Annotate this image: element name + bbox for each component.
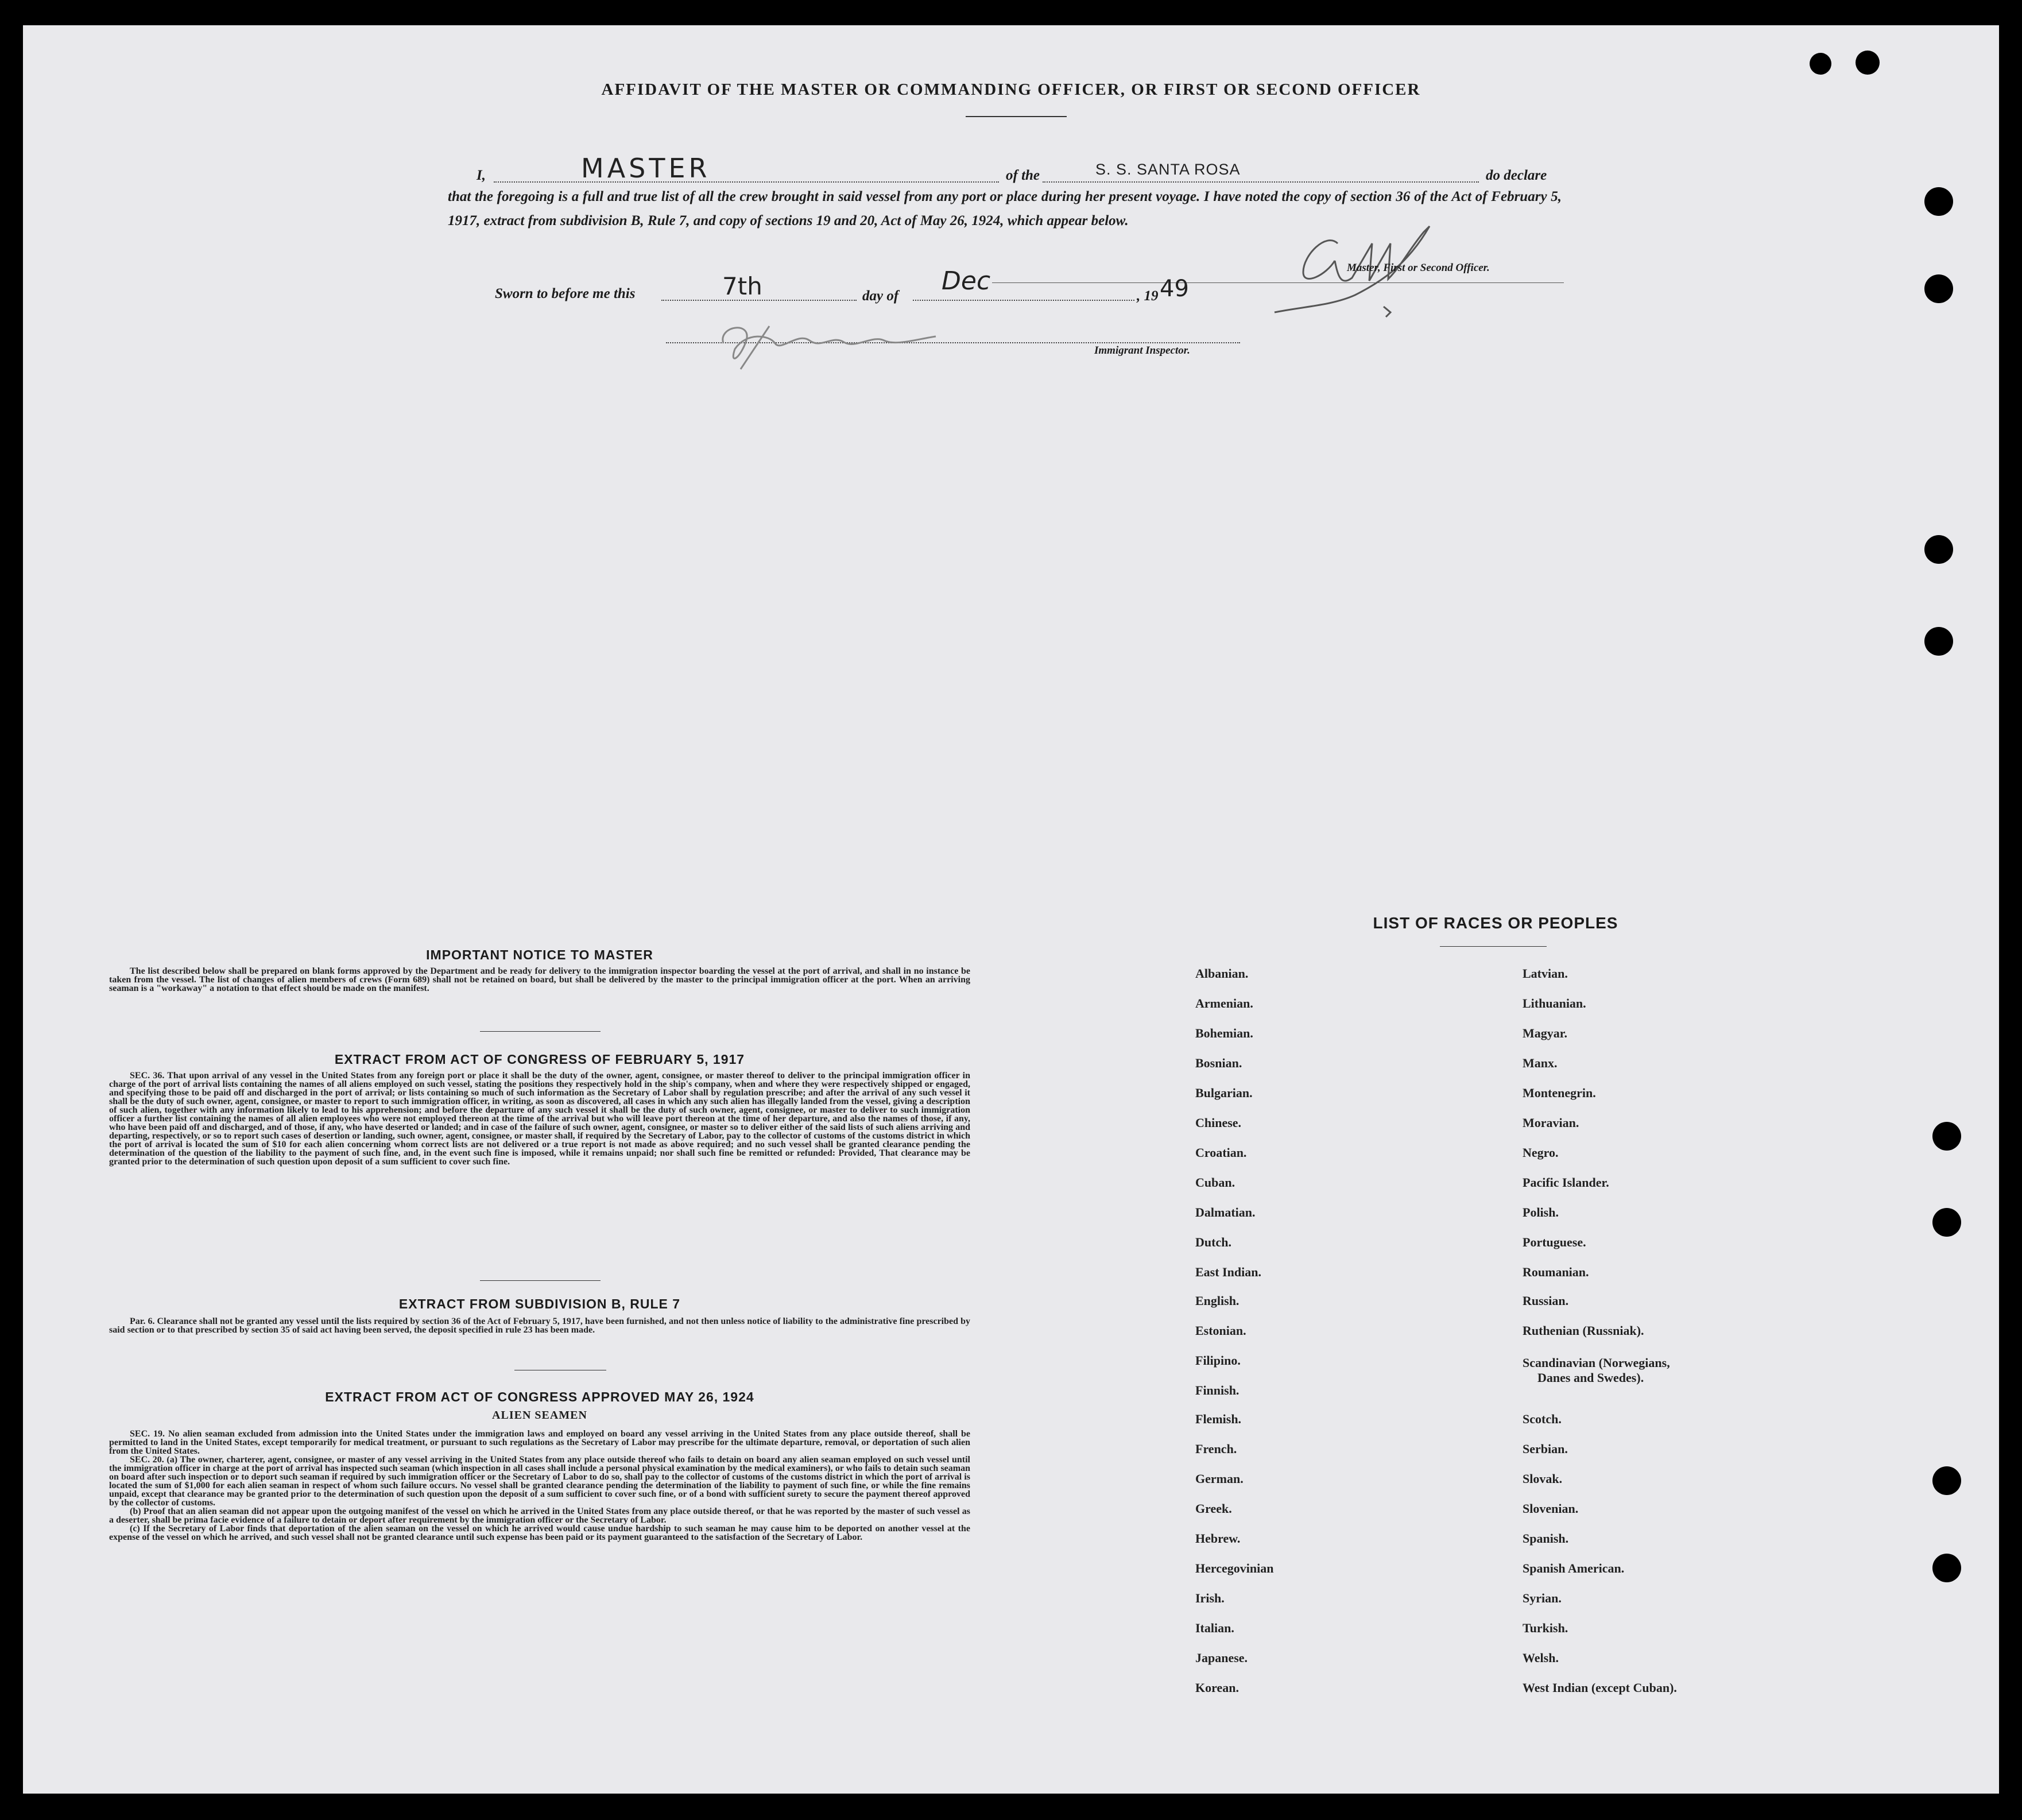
do-declare-label: do declare xyxy=(1486,168,1547,183)
race-left-item: Finnish. xyxy=(1195,1383,1239,1397)
races-title: LIST OF RACES OR PEOPLES xyxy=(1373,914,1618,932)
race-right-item: Pacific Islander. xyxy=(1523,1175,1609,1190)
race-right-item: Turkish. xyxy=(1523,1621,1568,1635)
race-left-item: Estonian. xyxy=(1195,1323,1246,1338)
punch-hole xyxy=(1932,1122,1961,1151)
divider-2 xyxy=(480,1280,601,1281)
year-value: 49 xyxy=(1160,276,1189,302)
affidavit-title: AFFIDAVIT OF THE MASTER OR COMMANDING OFFICER, OR FIRST OR SECOND OFFICER xyxy=(601,80,1421,99)
race-left-item: Dutch. xyxy=(1195,1235,1231,1249)
name-line xyxy=(494,181,999,183)
master-handwritten-value: MASTER xyxy=(581,153,711,184)
race-left-item: Filipino. xyxy=(1195,1353,1241,1368)
race-left-item: Hebrew. xyxy=(1195,1531,1241,1546)
race-left-item: Japanese. xyxy=(1195,1651,1248,1665)
race-left-item: Albanian. xyxy=(1195,966,1249,981)
race-right-item: Serbian. xyxy=(1523,1442,1568,1456)
race-right-item: Welsh. xyxy=(1523,1651,1559,1665)
race-right-item: Syrian. xyxy=(1523,1591,1562,1605)
race-left-item: Irish. xyxy=(1195,1591,1225,1605)
race-left-item: Hercegovinian xyxy=(1195,1561,1274,1575)
race-left-item: Chinese. xyxy=(1195,1116,1242,1130)
extract-1924-sec20a: SEC. 20. (a) The owner, charterer, agent, consignee, or master of any vessel arriving in the United States from any place outside thereof who fails to detain on board any alien seaman employed on such vessel until the immigration officer in charge at the port of arrival has inspected such seaman (which inspection in all cases shall include a personal physical examination by the medical examiners), or who fails to detain such seaman on board after such inspection or to deport such seaman if required by such immigration officer or the Secretary of Labor to do so, shall pay to the collector of customs of the customs district in which the port of arrival is located the sum of $1,000 for each alien seaman in respect of whom such failure occurs. No vessel shall be granted clearance pending the determination of the liability to payment of such fine, or while the fine remains unpaid, except that clearance may be granted prior to the determination of such question upon the deposit of a sum sufficient to cover such fine, or of a bond with sufficient surety to secure the payment thereof approved by the collector of customs. xyxy=(109,1455,970,1508)
race-right-item: Scotch. xyxy=(1523,1412,1562,1426)
punch-hole xyxy=(1932,1466,1961,1495)
sworn-day-value: 7th xyxy=(722,272,762,300)
extract-rule7-paragraph: Par. 6. Clearance shall not be granted any vessel until the lists required by section 36 of the Act of February 5, 1917, have been furnished, and not then unless notice of liability to the administrative fine prescribed by said section or to that prescribed by section 35 of said act having been served, the deposit specified in rule 23 has been made. xyxy=(109,1316,970,1335)
affidavit-statement: that the foregoing is a full and true list of all the crew brought in said vessel from any port or place during her present voyage. I have noted the copy of section 36 of the Act of February 5, 1917, extract from subdivision B, Rule 7, and copy of sections 19 and 20, Act of May 26, 1924, which appear below. xyxy=(448,189,1562,229)
race-left-item: Cuban. xyxy=(1195,1175,1235,1190)
race-right-item: Negro. xyxy=(1523,1145,1559,1160)
day-of-label: day of xyxy=(862,288,899,304)
punch-hole xyxy=(1924,187,1953,216)
extract-1924-body xyxy=(109,1430,970,1542)
race-right-item: Magyar. xyxy=(1523,1026,1568,1040)
vessel-line xyxy=(1043,181,1479,183)
extract-1924-sec20b: (b) Proof that an alien seaman did not appear upon the outgoing manifest of the vessel on which he arrived in the United States from any place outside thereof, or that he was reported by the master of such vessel as a deserter, shall be prima facie evidence of a failure to detain or deport after requirement by the immigration officer or the Secretary of Labor. xyxy=(109,1507,970,1525)
extract-rule7-title: EXTRACT FROM SUBDIVISION B, RULE 7 xyxy=(398,1296,681,1311)
sworn-month-line xyxy=(913,300,1134,301)
notice-title: IMPORTANT NOTICE TO MASTER xyxy=(426,947,653,962)
race-right-item: Scandinavian (Norwegians, xyxy=(1523,1356,1670,1370)
extract-1924-title: EXTRACT FROM ACT OF CONGRESS APPROVED MAY 26, 1924 xyxy=(325,1389,754,1404)
punch-hole xyxy=(1924,535,1953,564)
notice-paragraph: The list described below shall be prepared on blank forms approved by the Department and be ready for delivery to the immigration inspector boarding the vessel at the port of arrival, and shall in no instance be taken from the vessel. The list of changes of alien members of crews (Form 689) shall not be retained on board, but shall be delivered by the master to the principal immigration officer at the port. When an arriving seaman is a "workaway" a notation to that effect should be made on the manifest. xyxy=(109,966,970,993)
extract-rule7-body xyxy=(109,1317,970,1334)
race-right-item: Portuguese. xyxy=(1523,1235,1586,1249)
race-left-item: Italian. xyxy=(1195,1621,1234,1635)
race-right-item: Manx. xyxy=(1523,1056,1558,1070)
punch-hole xyxy=(1932,1554,1961,1582)
race-right-item: Moravian. xyxy=(1523,1116,1579,1130)
inspector-caption: Immigrant Inspector. xyxy=(1094,344,1190,357)
race-right-item: Montenegrin. xyxy=(1523,1086,1596,1100)
extract-1917-body xyxy=(109,1071,970,1166)
inspector-signature xyxy=(706,309,982,372)
race-right-item: Spanish. xyxy=(1523,1531,1569,1546)
punch-hole xyxy=(1856,51,1880,75)
vessel-name: S. S. SANTA ROSA xyxy=(1095,161,1241,178)
race-left-item: Bohemian. xyxy=(1195,1026,1253,1040)
race-left-item: Flemish. xyxy=(1195,1412,1242,1426)
race-right-item: Ruthenian (Russniak). xyxy=(1523,1323,1644,1338)
race-left-item: Bosnian. xyxy=(1195,1056,1242,1070)
of-the-label: of the xyxy=(1006,168,1040,183)
sworn-month-value: Dec xyxy=(942,266,991,296)
race-right-item: West Indian (except Cuban). xyxy=(1523,1680,1677,1695)
divider-1 xyxy=(480,1031,601,1032)
race-right-item: Spanish American. xyxy=(1523,1561,1625,1575)
race-left-item: French. xyxy=(1195,1442,1237,1456)
race-right-item: Danes and Swedes). xyxy=(1537,1370,1644,1385)
race-right-item: Russian. xyxy=(1523,1294,1569,1308)
year-prefix: , 19 xyxy=(1137,288,1159,304)
sworn-label: Sworn to before me this xyxy=(495,286,636,301)
notice-body xyxy=(109,967,970,993)
punch-hole xyxy=(1810,53,1831,75)
race-right-item: Slovak. xyxy=(1523,1472,1563,1486)
race-left-item: Greek. xyxy=(1195,1501,1232,1516)
race-right-item: Roumanian. xyxy=(1523,1265,1589,1279)
race-right-item: Slovenian. xyxy=(1523,1501,1579,1516)
punch-hole xyxy=(1924,274,1953,303)
i-label: I, xyxy=(477,168,486,183)
races-divider xyxy=(1440,946,1547,947)
race-left-item: Dalmatian. xyxy=(1195,1205,1256,1219)
punch-hole xyxy=(1924,627,1953,656)
extract-1917-paragraph: SEC. 36. That upon arrival of any vessel in the United States from any foreign port or place it shall be the duty of the owner, agent, consignee, or master thereof to deliver to the principal immigration officer in charge of the port of arrival lists containing the names of all aliens employed on such vessel, stating the positions they respectively hold in the ship's company, when and where they were respectively shipped or engaged, and specifying those to be paid off and discharged in the port of arrival; or lists containing so much of such information as the Secretary of Labor shall by regulation prescribe; and after the arrival of any such vessel it shall be the duty of such owner, agent, consignee, or master to report to such immigration officer, in writing, as soon as discovered, all cases in which any such alien has illegally landed from the vessel, giving a description of such alien, together with any information likely to lead to his apprehension; and before the departure of any such vessel it shall be the duty of such owner, agent, consignee, or master to deliver to such immigration officer a further list containing the names of all alien employees who were not employed thereon at the time of the arrival but who will leave port thereon at the time of her departure, and also the names of those, if any, who have been paid off and discharged, and of those, if any, who have deserted or landed; and in case of the failure of such owner, agent, consignee, or master so to deliver either of the said lists of such aliens arriving and departing, respectively, or so to report such cases of desertion or landing, such owner, agent, consignee, or master shall, if required by the Secretary of Labor, pay to the collector of customs of the customs district in which the port of arrival is located the sum of $10 for each alien concerning whom correct lists are not delivered or a true report is not made as above required; and no such vessel shall be granted clearance pending the determination of the question of the liability to the payment of such fine, and, in the event such fine is imposed, while it remains unpaid; nor shall such fine be remitted or refunded: Provided, That clearance may be granted prior to the determination of such question upon deposit of a sum sufficient to cover such fine. xyxy=(109,1071,970,1167)
extract-1924-sec20c: (c) If the Secretary of Labor finds that deportation of the alien seaman on the vessel on which he arrived would cause undue hardship to such seaman he may cause him to be deported on another vessel at the expense of the vessel on which he arrived, and such vessel shall not be granted clearance until such expense has been paid or its payment guaranteed to the satisfaction of the Secretary of Labor. xyxy=(109,1524,970,1542)
race-left-item: Armenian. xyxy=(1195,996,1253,1010)
extract-1917-title: EXTRACT FROM ACT OF CONGRESS OF FEBRUARY 5, 1917 xyxy=(334,1052,745,1067)
race-left-item: Bulgarian. xyxy=(1195,1086,1253,1100)
race-left-item: German. xyxy=(1195,1472,1244,1486)
race-right-item: Latvian. xyxy=(1523,966,1568,981)
title-divider xyxy=(966,116,1067,117)
race-left-item: Croatian. xyxy=(1195,1145,1247,1160)
race-left-item: East Indian. xyxy=(1195,1265,1261,1279)
signature-caption: Master, First or Second Officer. xyxy=(1347,262,1490,274)
document-page xyxy=(23,25,1999,1794)
extract-1924-subtitle: ALIEN SEAMEN xyxy=(492,1409,587,1422)
race-right-item: Lithuanian. xyxy=(1523,996,1586,1010)
punch-hole xyxy=(1932,1208,1961,1237)
race-left-item: Korean. xyxy=(1195,1680,1239,1695)
race-right-item: Polish. xyxy=(1523,1205,1559,1219)
extract-1924-sec19: SEC. 19. No alien seaman excluded from admission into the United States under the immigration laws and employed on board any vessel arriving in the United States from any place outside thereof, shall be permitted to land in the United States, except temporarily for medical treatment, or pursuant to such regulations as the Secretary of Labor may prescribe for the ultimate departure, removal, or deportation of such alien from the United States. xyxy=(109,1429,970,1456)
race-left-item: English. xyxy=(1195,1294,1239,1308)
